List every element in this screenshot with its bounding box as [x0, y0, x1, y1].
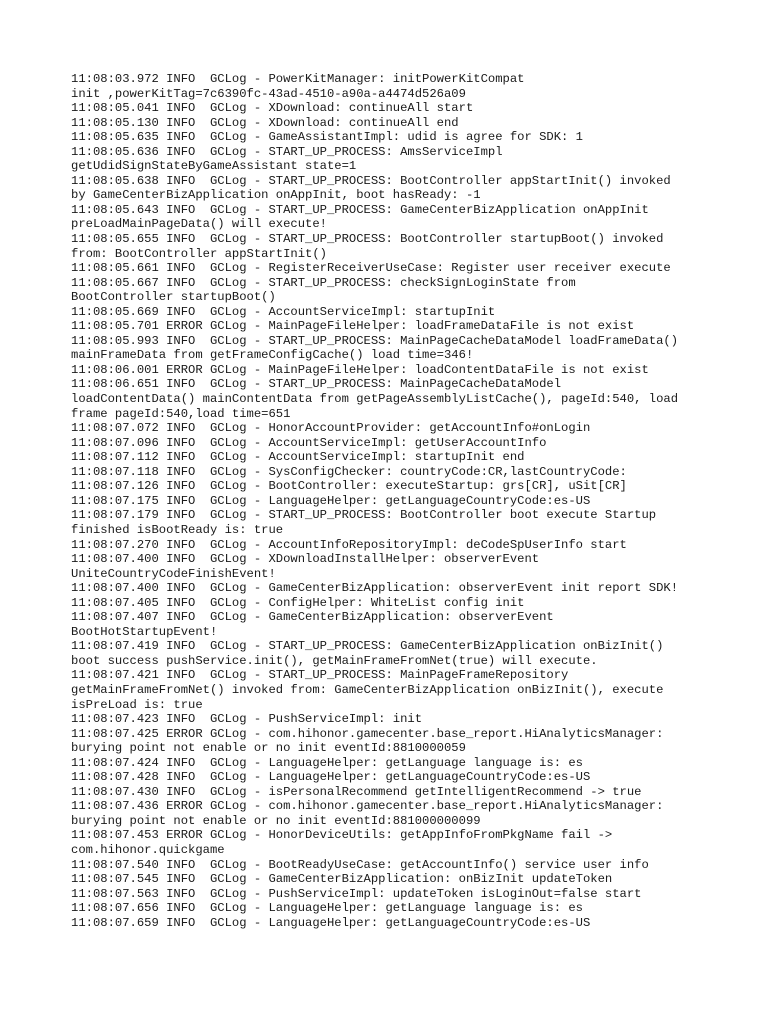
- log-line: 11:08:07.096 INFO GCLog - AccountServiceImpl: getUserAccountInfo: [71, 435, 547, 450]
- log-line: 11:08:05.667 INFO GCLog - START_UP_PROCESS: checkSignLoginState from: [71, 275, 576, 290]
- log-line: 11:08:07.430 INFO GCLog - isPersonalRecommend getIntelligentRecommend -> true: [71, 784, 642, 799]
- log-line: 11:08:05.669 INFO GCLog - AccountServiceImpl: startupInit: [71, 304, 496, 319]
- log-line: 11:08:03.972 INFO GCLog - PowerKitManager: initPowerKitCompat: [71, 72, 525, 86]
- log-line: from: BootController appStartInit(): [71, 246, 327, 261]
- log-line: 11:08:07.563 INFO GCLog - PushServiceImpl: updateToken isLoginOut=false start: [71, 886, 642, 901]
- log-line: 11:08:07.428 INFO GCLog - LanguageHelper: getLanguageCountryCode:es-US: [71, 770, 591, 785]
- log-line: by GameCenterBizApplication onAppInit, boot hasReady: -1: [71, 188, 481, 203]
- log-document: [71, 72, 761, 930]
- log-line: 11:08:07.405 INFO GCLog - ConfigHelper: WhiteList config init: [71, 595, 525, 610]
- log-line: 11:08:07.423 INFO GCLog - PushServiceImpl: init: [71, 712, 423, 727]
- log-line: 11:08:05.993 INFO GCLog - START_UP_PROCESS: MainPageCacheDataModel loadFrameData(): [71, 333, 679, 348]
- log-line: 11:08:07.453 ERROR GCLog - HonorDeviceUtils: getAppInfoFromPkgName fail ->: [71, 828, 613, 843]
- log-line: 11:08:07.407 INFO GCLog - GameCenterBizApplication: observerEvent: [71, 610, 554, 625]
- log-line: 11:08:05.638 INFO GCLog - START_UP_PROCESS: BootController appStartInit() invoked: [71, 173, 671, 188]
- log-line: 11:08:06.651 INFO GCLog - START_UP_PROCESS: MainPageCacheDataModel: [71, 377, 562, 392]
- log-line: 11:08:07.118 INFO GCLog - SysConfigChecker: countryCode:CR,lastCountryCode:: [71, 464, 627, 479]
- log-line: 11:08:07.179 INFO GCLog - START_UP_PROCESS: BootController boot execute Startup: [71, 508, 657, 523]
- log-line: 11:08:07.656 INFO GCLog - LanguageHelper: getLanguage language is: es: [71, 901, 583, 916]
- log-line: 11:08:05.661 INFO GCLog - RegisterReceiverUseCase: Register user receiver execute: [71, 261, 671, 276]
- log-line: init ,powerKitTag=7c6390fc-43ad-4510-a90a-a4474d526a09: [71, 86, 466, 101]
- log-line: burying point not enable or no init eventId:881000000099: [71, 813, 481, 828]
- log-line: 11:08:07.540 INFO GCLog - BootReadyUseCase: getAccountInfo() service user info: [71, 857, 649, 872]
- log-line: 11:08:07.270 INFO GCLog - AccountInfoRepositoryImpl: deCodeSpUserInfo start: [71, 537, 627, 552]
- log-line: 11:08:05.701 ERROR GCLog - MainPageFileHelper: loadFrameDataFile is not exist: [71, 319, 635, 334]
- log-line: com.hihonor.quickgame: [71, 842, 225, 857]
- log-line: BootHotStartupEvent!: [71, 624, 218, 639]
- log-line: getUdidSignStateByGameAssistant state=1: [71, 159, 357, 174]
- log-line: BootController startupBoot(): [71, 290, 276, 305]
- log-line: 11:08:05.130 INFO GCLog - XDownload: continueAll end: [71, 115, 459, 130]
- log-line: frame pageId:540,load time=651: [71, 406, 291, 421]
- log-line: 11:08:07.112 INFO GCLog - AccountServiceImpl: startupInit end: [71, 450, 525, 465]
- log-line: 11:08:07.425 ERROR GCLog - com.hihonor.gamecenter.base_report.HiAnalyticsManager:: [71, 726, 664, 741]
- log-line: 11:08:05.636 INFO GCLog - START_UP_PROCESS: AmsServiceImpl: [71, 144, 503, 159]
- log-line: getMainFrameFromNet() invoked from: GameCenterBizApplication onBizInit(), execute: [71, 682, 664, 697]
- log-line: 11:08:07.400 INFO GCLog - XDownloadInstallHelper: observerEvent: [71, 552, 540, 567]
- log-line: 11:08:07.126 INFO GCLog - BootController: executeStartup: grs[CR], uSit[CR]: [71, 479, 627, 494]
- log-line: boot success pushService.init(), getMainFrameFromNet(true) will execute.: [71, 653, 598, 668]
- log-line: 11:08:07.659 INFO GCLog - LanguageHelper: getLanguageCountryCode:es-US: [71, 915, 591, 930]
- log-line: UniteCountryCodeFinishEvent!: [71, 566, 276, 581]
- log-line: mainFrameData from getFrameConfigCache() load time=346!: [71, 348, 474, 363]
- log-line: 11:08:07.419 INFO GCLog - START_UP_PROCESS: GameCenterBizApplication onBizInit(): [71, 639, 664, 654]
- log-line: 11:08:07.072 INFO GCLog - HonorAccountProvider: getAccountInfo#onLogin: [71, 421, 591, 436]
- log-line: 11:08:07.424 INFO GCLog - LanguageHelper: getLanguage language is: es: [71, 755, 583, 770]
- log-line: 11:08:07.400 INFO GCLog - GameCenterBizApplication: observerEvent init report SDK!: [71, 581, 679, 596]
- log-line: 11:08:05.655 INFO GCLog - START_UP_PROCESS: BootController startupBoot() invoked: [71, 232, 664, 247]
- log-line: isPreLoad is: true: [71, 697, 203, 712]
- log-line: 11:08:05.643 INFO GCLog - START_UP_PROCESS: GameCenterBizApplication onAppInit: [71, 202, 649, 217]
- log-line: finished isBootReady is: true: [71, 522, 284, 537]
- log-line: 11:08:05.041 INFO GCLog - XDownload: continueAll start: [71, 101, 474, 116]
- log-line: 11:08:07.436 ERROR GCLog - com.hihonor.gamecenter.base_report.HiAnalyticsManager:: [71, 799, 664, 814]
- log-line: 11:08:06.001 ERROR GCLog - MainPageFileHelper: loadContentDataFile is not exist: [71, 362, 649, 377]
- log-line: loadContentData() mainContentData from getPageAssemblyListCache(), pageId:540, load: [71, 392, 679, 407]
- log-line: 11:08:07.175 INFO GCLog - LanguageHelper: getLanguageCountryCode:es-US: [71, 493, 591, 508]
- log-line: 11:08:05.635 INFO GCLog - GameAssistantImpl: udid is agree for SDK: 1: [71, 130, 583, 145]
- log-line: 11:08:07.545 INFO GCLog - GameCenterBizApplication: onBizInit updateToken: [71, 872, 613, 887]
- log-line: 11:08:07.421 INFO GCLog - START_UP_PROCESS: MainPageFrameRepository: [71, 668, 569, 683]
- log-line: burying point not enable or no init eventId:8810000059: [71, 741, 466, 756]
- log-line: preLoadMainPageData() will execute!: [71, 217, 327, 232]
